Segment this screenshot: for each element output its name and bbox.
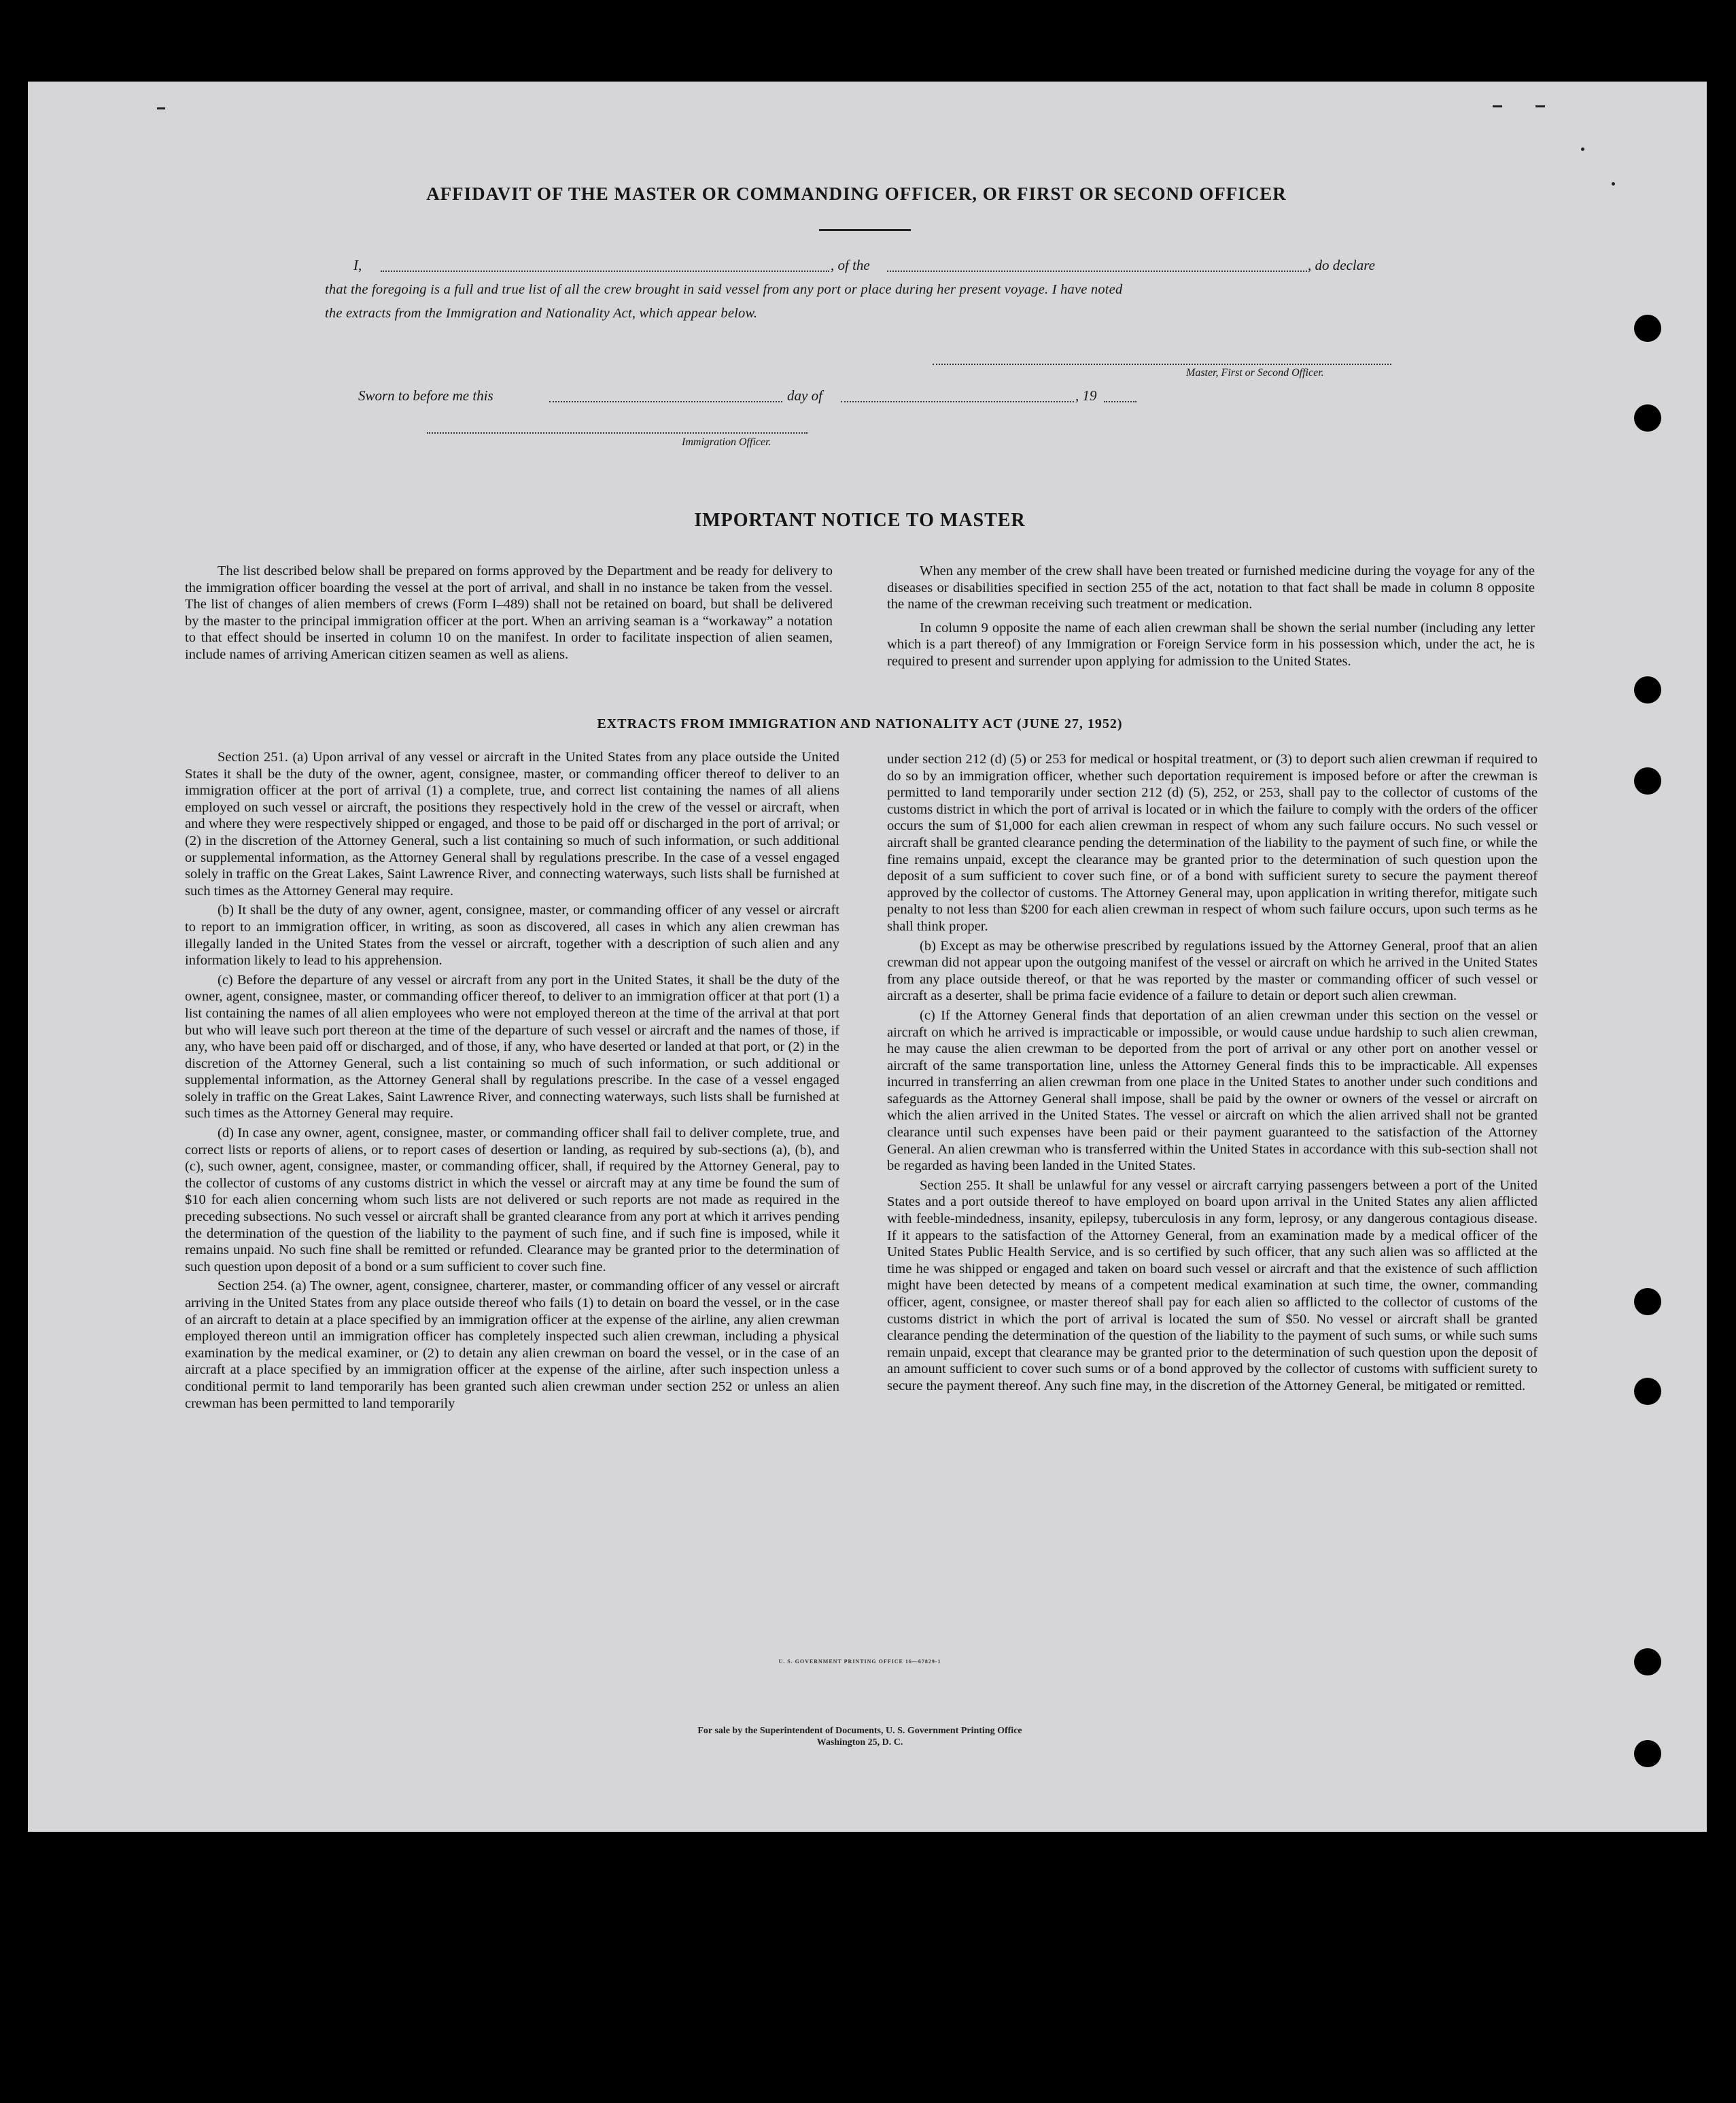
officer-signature-field[interactable] (427, 432, 808, 434)
notice-paragraph: In column 9 opposite the name of each alien crewman shall be shown the serial number (including any letter which is a part thereof) of any Immigration or Foreign Service form in his possession which, under the act, he is required to present and surrender upon applying for admission to the United States. (887, 620, 1535, 669)
notice-title: IMPORTANT NOTICE TO MASTER (694, 510, 1026, 531)
binder-hole (1634, 1288, 1661, 1315)
affidavit-title: AFFIDAVIT OF THE MASTER OR COMMANDING OFFICER, OR FIRST OR SECOND OFFICER (426, 184, 1287, 204)
act-section-paragraph: (c) Before the departure of any vessel or aircraft from any port in the United States, it shall be the duty of the owner, agent, consignee, master, or commanding officer thereof, to deliver to an immigration officer at that port (1) a list containing the names of all alien employees who were not employed thereon at the time of the arrival at that port but who will leave such port thereon at the time of the departure of such vessel or aircraft and the names of those, if any, who have been paid off or discharged, and of those, if any, who have deserted or landed at that port, or (2) in the discretion of the Attorney General, such a list containing so much of such information, or such additional or supplemental information, as the Attorney General shall by regulations prescribe. In the case of a vessel engaged solely in traffic on the Great Lakes, Saint Lawrence River, and connecting waterways, such lists shall be furnished at such times as the Attorney General may require. (185, 972, 839, 1122)
scan-mark (157, 107, 165, 109)
day-of-label: day of (787, 387, 822, 404)
master-signature-label: Master, First or Second Officer. (1186, 367, 1324, 379)
scan-mark (1493, 105, 1502, 107)
officer-signature-label: Immigration Officer. (682, 436, 771, 448)
notice-paragraph: When any member of the crew shall have been treated or furnished medicine during the voyage for any of the diseases or disabilities specified in section 255 of the act, notation to that fact shall be made in column 8 opposite the name of the crewman receiving such treatment or medication. (887, 563, 1535, 612)
act-section-paragraph: Section 255. It shall be unlawful for any vessel or aircraft carrying passengers between a port of the United States and a port outside thereof to have employed on board upon arrival in the United States any alien afflicted with feeble-mindedness, insanity, epilepsy, tuberculosis in any form, leprosy, or any dangerous contagious disease. If it appears to the satisfaction of the Attorney General, from an examination made by a medical officer of the United States Public Health Service, and is so certified by such officer, that any such alien was so afflicted at the time he was shipped or engaged and taken on board such vessel or aircraft and that the existence of such affliction might have been detected by means of a competent medical examination at such time, the owner, commanding officer, agent, consignee, or master thereof shall pay for each alien so afflicted to the collector of customs of the customs district in which the port of arrival is located the sum of $50. No vessel or aircraft shall be granted clearance pending the determination of the question of the liability to the payment of such sums, or while such sums remain unpaid, except that clearance may be granted prior to the determination of such question upon the deposit of an amount sufficient to cover such sums or of a bond approved by the collector of customs with sufficient surety to secure the payment thereof. Any such fine may, in the discretion of the Attorney General, be mitigated or remitted. (887, 1177, 1538, 1393)
scan-speck (1581, 147, 1584, 151)
sworn-year-field[interactable] (1104, 401, 1136, 402)
extracts-left-column (185, 749, 839, 1414)
act-section-paragraph: (b) It shall be the duty of any owner, agent, consignee, master, or commanding officer of any vessel or aircraft to report to an immigration officer, in writing, as soon as discovered, all cases in which any alien crewman has illegally landed in the United States from the vessel or aircraft, together with a description of such alien and any information likely to lead to his apprehension. (185, 903, 839, 969)
declarant-label: I, (353, 257, 362, 273)
affidavit-statement-line-2: the extracts from the Immigration and Nationality Act, which appear below. (325, 306, 758, 321)
act-section-paragraph: Section 254. (a) The owner, agent, consignee, charterer, master, or commanding officer of any vessel or aircraft arriving in the United States from any place outside thereof who fails (1) to detain on board the vessel, or in the case of an aircraft to detain at a place specified by an immigration officer at the expense of the airline, any alien crewman employed thereon until an immigration officer has completely inspected such alien crewman, including a physical examination by the medical examiner, or (2) to detain any alien crewman on board the vessel, or in the case of an aircraft at a place specified by an immigration officer at the expense of the airline, after such inspection unless a conditional permit to land temporarily has been granted such alien crewman under section 252 or unless an alien crewman has been permitted to land temporarily (185, 1279, 839, 1411)
act-section-paragraph: (d) In case any owner, agent, consignee, master, or commanding officer shall fail to deliver complete, true, and correct lists or reports of aliens, or to report cases of desertion or landing, as required by sub-sections (a), (b), and (c), such owner, agent, consignee, master, or commanding officer, shall, if required by the Attorney General, pay to the collector of customs of any customs district in which the vessel or aircraft may at any time be found the sum of $10 for each alien concerning whom such lists are not delivered or such reports are not made as required in the preceding subsections. No such vessel or aircraft shall be granted clearance from any port at which it arrives pending the determination of the question of the liability to the payment of such fine, and if such fine is imposed, while it remains unpaid. No such fine shall be remitted or refunded. Clearance may be granted prior to the determination of such question upon deposit of a bond or a sum sufficient to cover such fine. (185, 1126, 839, 1274)
printer-imprint: U. S. GOVERNMENT PRINTING OFFICE 16—67829-1 (778, 1658, 941, 1665)
sworn-label: Sworn to before me this (358, 387, 493, 404)
extracts-title: EXTRACTS FROM IMMIGRATION AND NATIONALITY ACT (JUNE 27, 1952) (597, 716, 1123, 731)
sale-line-1: For sale by the Superintendent of Documents, U. S. Government Printing Office (697, 1726, 1022, 1736)
binder-hole (1634, 404, 1661, 432)
do-declare-label: , do declare (1308, 257, 1375, 273)
act-section-paragraph: under section 212 (d) (5) or 253 for medical or hospital treatment, or (3) to deport such alien crewman if required to do so by an immigration officer, whether such deportation requirement is imposed before or after the crewman is permitted to land temporarily under section 212 (d) (5), 252, or 253, shall pay to the collector of customs of the customs district in which the port of arrival is located or in which the failure to comply with the orders of the officer occurs the sum of $1,000 for each alien crewman in respect of whom any such failure occurs. No such vessel or aircraft shall be granted clearance pending the determination of the liability to the payment of such fine, or while the fine remains unpaid, except the clearance may be granted prior to the determination of such question upon the deposit of a sum sufficient to cover such fine, or of a bond with sufficient surety to secure the payment thereof approved by the collector of customs. The Attorney General may, upon application in writing therefor, mitigate such penalty to not less than $200 for each alien crewman in respect of whom such failure occurs, upon such terms as he shall think proper. (887, 752, 1538, 934)
act-section-paragraph: Section 251. (a) Upon arrival of any vessel or aircraft in the United States from any place outside the United States it shall be the duty of the owner, agent, consignee, master, or commanding officer thereof to deliver to an immigration officer at the port of arrival (1) a complete, true, and correct list containing the names of all aliens employed on such vessel or aircraft, the positions they respectively hold in the crew of the vessel or aircraft, when and where they were respectively shipped or engaged, and those to be paid off or discharged in the port of arrival; or (2) in the discretion of the Attorney General, such a list containing so much of such information, or such additional or supplemental information, as the Attorney General shall by regulations prescribe. In the case of a vessel engaged solely in traffic on the Great Lakes, Saint Lawrence River, and connecting waterways, such lists shall be furnished at such times as the Attorney General may require. (185, 750, 839, 899)
notice-paragraph: The list described below shall be prepared on forms approved by the Department and be ready for delivery to the immigration officer boarding the vessel at the port of arrival, and shall in no instance be taken from the vessel. The list of changes of alien members of crews (Form I–489) shall not be retained on board, but shall be delivered by the master to the principal immigration officer at the port. When an arriving seaman is a “workaway” a notation to that effect should be inserted in column 10 on the manifest. In order to facilitate inspection of alien seamen, include names of arriving American citizen seamen as well as aliens. (185, 563, 833, 662)
binder-hole (1634, 1378, 1661, 1405)
vessel-name-field[interactable] (887, 271, 1307, 272)
notice-right-column (887, 563, 1535, 673)
act-section-paragraph: (c) If the Attorney General finds that deportation of an alien crewman under this section on the vessel or aircraft on which he arrived is impracticable or impossible, or would cause undue hardship to such alien crewman, he may cause the alien crewman to be deported from the port of arrival or any other port on another vessel or aircraft of the same transportation line, unless the Attorney General finds this to be impracticable. All expenses incurred in transferring an alien crewman from one place in the United States to another under such conditions and safeguards as the Attorney General shall impose, shall be paid by the owner or owners of the vessel or aircraft on which the alien arrived in the United States. The vessel or aircraft on which the alien arrived shall not be granted clearance until such expenses have been paid or their payment guaranteed to the satisfaction of the Attorney General. An alien crewman who is transferred within the United States in accordance with this sub-section shall not be regarded as having been landed in the United States. (887, 1007, 1538, 1174)
master-signature-field[interactable] (933, 364, 1391, 365)
scan-mark (1535, 105, 1545, 107)
sworn-month-field[interactable] (841, 401, 1074, 402)
binder-hole (1634, 315, 1661, 342)
affidavit-statement-line-1: that the foregoing is a full and true list of all the crew brought in said vessel from any port or place during her present voyage. I have noted (325, 282, 1123, 297)
title-divider (819, 229, 911, 231)
year-label: , 19 (1075, 387, 1097, 404)
extracts-right-column (887, 751, 1538, 1397)
of-the-label: , of the (831, 257, 870, 273)
sale-line-2: Washington 25, D. C. (816, 1737, 903, 1748)
binder-hole (1634, 767, 1661, 795)
declarant-name-field[interactable] (381, 271, 829, 272)
sworn-day-field[interactable] (549, 401, 782, 402)
sale-notice (0, 1725, 1720, 1748)
binder-hole (1634, 676, 1661, 703)
notice-left-column (185, 563, 833, 666)
act-section-paragraph: (b) Except as may be otherwise prescribed by regulations issued by the Attorney General, proof that an alien crewman did not appear upon the outgoing manifest of the vessel or aircraft on which he arrived in the United States from any place outside thereof, or that he was reported by the master or commanding officer of such vessel or aircraft as a deserter, shall be prima facie evidence of a failure to detain or deport such alien crewman. (887, 938, 1538, 1004)
